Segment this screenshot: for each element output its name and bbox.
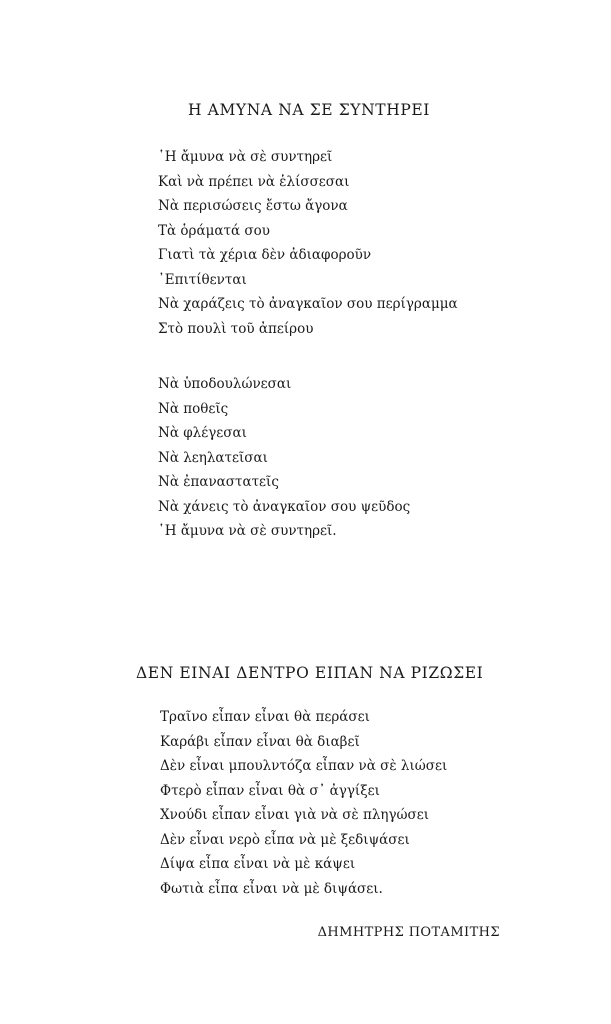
poem-line: Φτερὸ εἶπαν εἶναι θὰ σ᾿ ἀγγίξει — [160, 782, 380, 799]
poem-line: Χνούδι εἶπαν εἶναι γιὰ νὰ σὲ πληγώσει — [160, 807, 430, 823]
poem-line: Νὰ χαράζεις τὸ ἀναγκαῖον σου περίγραμμα — [158, 296, 458, 312]
poem-line: Νὰ ὑποδουλώνεσαι — [158, 376, 292, 392]
poem-line: Καὶ νὰ πρέπει νὰ ἑλίσσεσαι — [158, 173, 350, 190]
poem-line: Δὲν εἶναι νερὸ εἶπα νὰ μὲ ξεδιψάσει — [160, 831, 410, 848]
poem-line: ῾Η ἄμυνα νὰ σὲ συντηρεῖ. — [158, 523, 337, 539]
poem-title: ΔΕΝ ΕΙΝΑΙ ΔΕΝΤΡΟ ΕΙΠΑΝ ΝΑ ΡΙΖΩΣΕΙ — [136, 664, 484, 682]
poem-line: Στὸ πουλὶ τοῦ ἀπείρου — [158, 320, 314, 337]
poem-line: Νὰ χάνεις τὸ ἀναγκαῖον σου ψεῦδος — [158, 498, 411, 515]
poem-line: Φωτιὰ εἶπα εἶναι νὰ μὲ διψάσει. — [160, 880, 383, 897]
stanza — [158, 372, 410, 544]
poem-line: Νὰ φλέγεσαι — [158, 425, 247, 441]
stanza — [160, 705, 447, 901]
stanza — [158, 145, 458, 341]
poem-title: Η ΑΜΥΝΑ ΝΑ ΣΕ ΣΥΝΤΗΡΕΙ — [188, 101, 430, 119]
poem-line: Νὰ περισώσεις ἔστω ἄγονα — [158, 198, 348, 214]
poem-line: Καράβι εἶπαν εἶναι θὰ διαβεῖ — [160, 733, 360, 750]
poem-line: Τὰ ὁράματά σου — [158, 222, 270, 239]
poem-line: Τραῖνο εἶπαν εἶναι θὰ περάσει — [160, 709, 370, 725]
poem-line: Νὰ ἐπαναστατεῖς — [158, 474, 279, 490]
poem-line: Δὲν εἶναι μπουλντόζα εἶπαν νὰ σὲ λιώσει — [160, 758, 448, 774]
author-name: ΔΗΜΗΤΡΗΣ ΠΟΤΑΜΙΤΗΣ — [317, 925, 500, 940]
poem-line: Γιατὶ τὰ χέρια δὲν ἀδιαφοροῦν — [158, 247, 372, 263]
poem-line: ῾Η ἄμυνα νὰ σὲ συντηρεῖ — [158, 149, 333, 165]
poem-line: Δίψα εἶπα εἶναι νὰ μὲ κάψει — [160, 856, 356, 872]
poem-line: Νὰ ποθεῖς — [158, 400, 229, 417]
poem-line: Νὰ λεηλατεῖσαι — [158, 449, 268, 466]
poem-line: ᾿Επιτίθενται — [158, 271, 247, 288]
